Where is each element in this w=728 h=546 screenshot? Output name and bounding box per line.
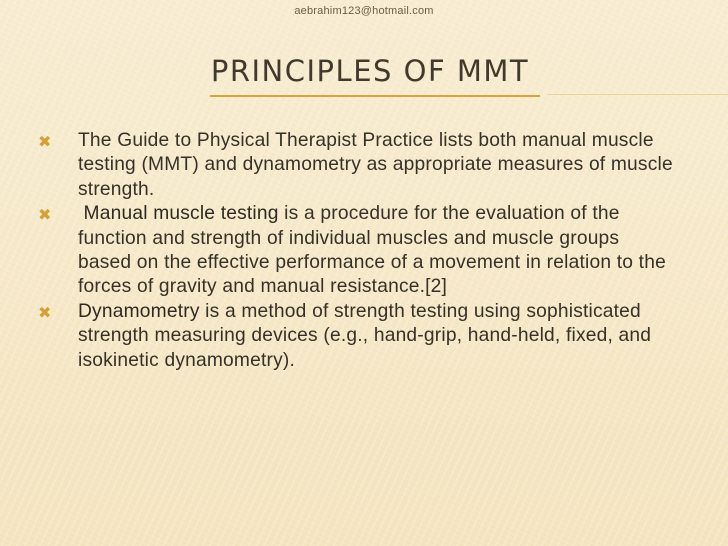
bullet-list	[38, 129, 678, 373]
slide-title: PRINCIPLES OF MMT	[210, 54, 530, 88]
bullet-term-link[interactable]: Dynamometry	[78, 300, 200, 322]
bullet-x-icon: ✖	[38, 132, 52, 151]
title-rule-extension	[548, 94, 728, 95]
title-underline	[210, 95, 540, 97]
bullet-term-link[interactable]: Manual muscle testing	[83, 203, 279, 225]
bullet-item	[38, 129, 678, 202]
bullet-text: The Guide to Physical Therapist Practice lists both manual muscle testing (MMT) and dynamometry as appropriate measures of muscle strength.	[78, 130, 673, 200]
bullet-x-icon: ✖	[38, 205, 52, 225]
bullet-x-icon: ✖	[38, 302, 52, 322]
email-header: aebrahim123@hotmail.com	[294, 5, 434, 17]
bullet-item	[38, 202, 678, 300]
bullet-item	[38, 300, 678, 373]
bullet-text: is a method of strength testing using sophisticated strength measuring devices (e.g., hand-grip, hand-held, fixed, and isokinetic dynamometry).	[78, 300, 652, 371]
bullet-text: is a procedure for the evaluation of the function and strength of individual muscles and muscle groups based on the effective performance of a movement in relation to the forces of gravity and manual resistance.[2]	[78, 203, 666, 298]
